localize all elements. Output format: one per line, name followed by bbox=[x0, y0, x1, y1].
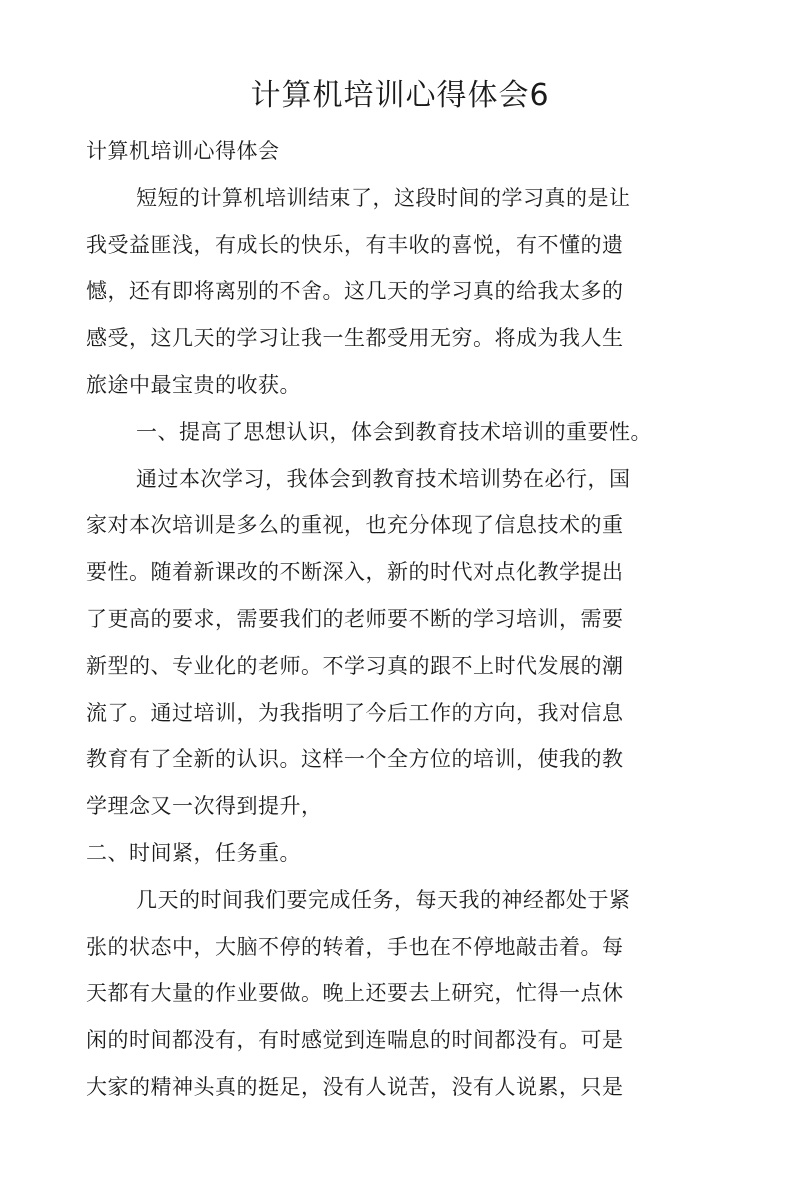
document-body bbox=[86, 128, 686, 1111]
text-line: 感受，这几天的学习让我一生都受用无穷。将成为我人生 bbox=[86, 326, 624, 351]
text-line: 闲的时间都没有，有时感觉到连喘息的时间都没有。可是 bbox=[86, 1028, 624, 1053]
text-line: 计算机培训心得体会 bbox=[86, 139, 280, 163]
text-line: 几天的时间我们要完成任务，每天我的神经都处于紧 bbox=[136, 887, 631, 912]
text-line: 一、提高了思想认识，体会到教育技术培训的重要性。 bbox=[136, 419, 652, 444]
text-line: 天都有大量的作业要做。晚上还要去上研究，忙得一点休 bbox=[86, 981, 624, 1006]
text-line: 旅途中最宝贵的收获。 bbox=[86, 372, 301, 397]
text-line: 流了。通过培训，为我指明了今后工作的方向，我对信息 bbox=[86, 700, 624, 725]
document-title: 计算机培训心得体会6 bbox=[250, 78, 550, 113]
text-line: 二、时间紧，任务重。 bbox=[86, 840, 301, 865]
text-line: 大家的精神头真的挺足，没有人说苦，没有人说累，只是 bbox=[86, 1074, 624, 1099]
text-line: 学理念又一次得到提升， bbox=[86, 794, 323, 819]
text-line: 憾，还有即将离别的不舍。这几天的学习真的给我太多的 bbox=[86, 279, 624, 304]
text-line: 新型的、专业化的老师。不学习真的跟不上时代发展的潮 bbox=[86, 653, 624, 678]
text-line: 我受益匪浅，有成长的快乐，有丰收的喜悦，有不懂的遗 bbox=[86, 232, 624, 257]
text-line: 了更高的要求，需要我们的老师要不断的学习培训，需要 bbox=[86, 606, 624, 631]
text-line: 通过本次学习，我体会到教育技术培训势在必行，国 bbox=[136, 466, 631, 491]
text-line: 要性。随着新课改的不断深入，新的时代对点化教学提出 bbox=[86, 560, 624, 585]
text-line: 短短的计算机培训结束了，这段时间的学习真的是让 bbox=[136, 185, 631, 210]
text-line: 家对本次培训是多么的重视，也充分体现了信息技术的重 bbox=[86, 513, 624, 538]
text-line: 教育有了全新的认识。这样一个全方位的培训，使我的教 bbox=[86, 747, 624, 772]
text-line: 张的状态中，大脑不停的转着，手也在不停地敲击着。每 bbox=[86, 934, 624, 959]
